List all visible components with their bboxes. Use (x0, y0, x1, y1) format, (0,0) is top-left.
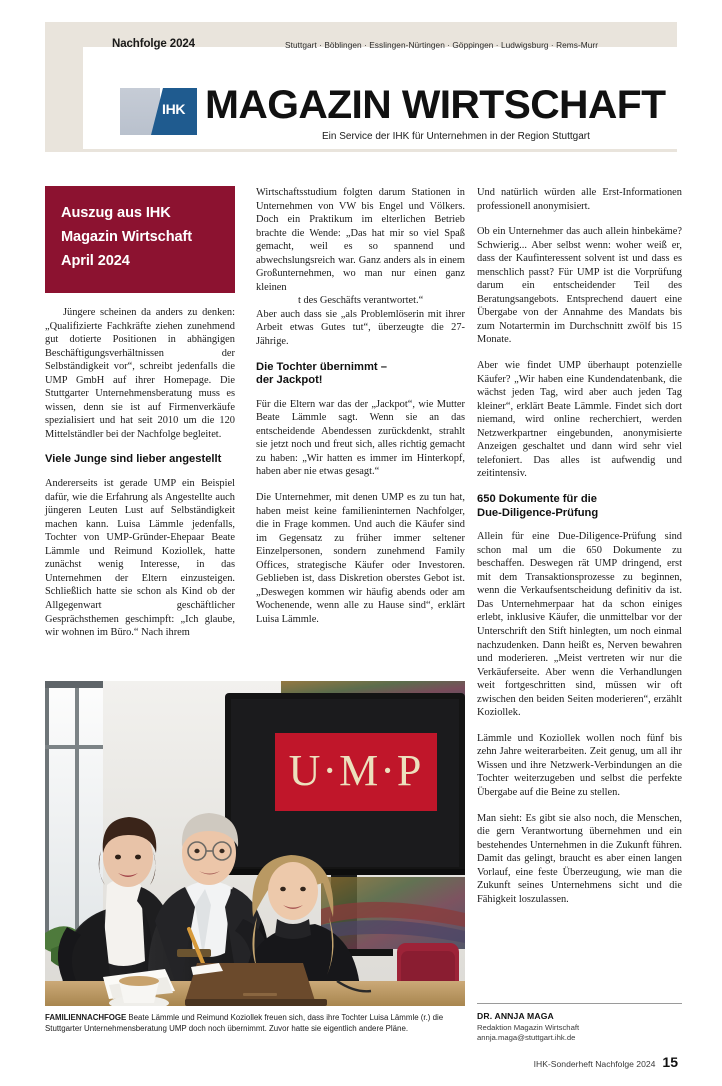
author-block (477, 1011, 692, 1042)
paragraph: Wirtschaftsstudium folgten darum Stationen in Unternehmen von VW bis Engel und Völkers. Doch ein Praktikum im elterlichen Betrieb brachte die Wende: „Das hat mir so viel Spaß gemacht, weil es so spannend und abwechslungsreich war. Ganz anders als in einem Großunternehmen, wo man nur einen ganz kleinen (256, 187, 465, 293)
article-column-1 (45, 306, 235, 652)
ihk-logo-text: IHK (162, 101, 186, 117)
magazine-title: MAGAZIN WIRTSCHAFT (205, 83, 666, 127)
page-footer (534, 1054, 678, 1070)
paragraph: Die Unternehmer, mit denen UMP es zu tun hat, haben meist keine familieninternen Nachfolger, die in Frage kommen. Und auch die Käufer sind im Gegensatz zu früher immer seltener Einzelpersonen, sondern zunehmend Family Offices, strategische Käufer oder Investoren. Geblieben ist, dass Diskretion oberstes Gebot ist. „Deswegen kommen wir häufig abends oder am Wochenende, wenn alle zu Hause sind“, erklärt Luisa Lämmle. (256, 492, 465, 625)
photo-caption (45, 1012, 465, 1034)
section-heading-line-2: Due-Diligence-Prüfung (477, 506, 599, 519)
photo-illustration (45, 681, 465, 1006)
paragraph: Andererseits ist gerade UMP ein Beispiel dafür, wie die Erfahrung als Angestellte auch jüngeren Leuten Lust auf Selbständigkeit machen kann. Luisa Lämmle jedenfalls, Tochter von UMP-Gründer-Ehepaar Beate Lämmle und Reimund Koziollek, hatte zunächst wenig Interesse, in das Unternehmen der Eltern einzusteigen. Schließlich hatte sie schon als Kind ob der Allgegenwart geschäftlicher Gesprächsthemen geschimpft: „Ich glaube, wir wohnen im Büro.“ Nach ihrem (45, 478, 235, 639)
teaser-line-3: April 2024 (61, 253, 130, 269)
page-number: 15 (662, 1054, 678, 1070)
author-email[interactable]: annja.maga@stuttgart.ihk.de (477, 1032, 576, 1042)
section-heading-line-1: 650 Dokumente für die (477, 492, 597, 505)
teaser-box (45, 186, 235, 293)
author-name: DR. ANNJA MAGA (477, 1011, 554, 1021)
masthead-regions-list: Stuttgart · Böblingen · Esslingen-Nürtingen · Göppingen · Ludwigsburg · Rems-Murr (285, 40, 599, 50)
paragraph-broken-line: t des Geschäfts verantwortet.“ (298, 295, 424, 307)
paragraph: Man sieht: Es gibt sie also noch, die Menschen, die gern Verantwortung übernehmen und ein bestehendes Unternehmen in die Zukunft führen. Damit das gelingt, braucht es aber einen langen Vorlauf, eine feste Überzeugung, wie man die Zukunft seines Unternehmens sicht und die Fähigkeit loszulassen. (477, 812, 682, 905)
paragraph: Und natürlich würden alle Erst-Informationen professionell anonymisiert. (477, 187, 682, 212)
section-heading-line-2: der Jackpot! (256, 374, 323, 387)
footer-text: IHK-Sonderheft Nachfolge 2024 (533, 1059, 656, 1069)
photo-caption-text: Beate Lämmle und Reimund Koziollek freuen sich, dass ihre Tochter Luisa Lämmle (r.) die Stuttgarter Unternehmensberatung UMP doch noch übernimmt. Zuvor hatte sie eigentlich andere Pläne. (45, 1013, 444, 1034)
section-heading-line-1: Die Tochter übernimmt – (256, 360, 387, 373)
svg-text:U·M·P: U·M·P (288, 746, 424, 795)
paragraph: Jüngere scheinen da anders zu denken: „Qualifizierte Fachkräfte ziehen zunehmend gut dotierte Positionen in abhängigen Beschäftigungsverhältnissen der Selbständigkeit vor“, schreibt jedenfalls die UMP GmbH auf ihrer Homepage. Die Stuttgarter Unternehmensberatung muss es wissen, denn sie ist auf Firmenverkäufe spezialisiert und hat seit 2010 um die 120 Mittelständler bei der Nachfolge begleitet. (45, 307, 235, 440)
teaser-line-2: Magazin Wirtschaft (61, 229, 193, 245)
paragraph: Für die Eltern war das der „Jackpot“, wie Mutter Beate Lämmle sagt. Wenn sie an das entscheidende Abendessen zurückdenkt, strahlt sie jetzt noch und freut sich, alles richtig gemacht zu haben: „Wir hatten es immer im Hinterkopf, haben aber nie etwas gesagt.“ (256, 398, 465, 478)
author-role: Redaktion Magazin Wirtschaft (477, 1023, 580, 1032)
paragraph: Aber wie findet UMP überhaupt potenzielle Käufer? „Wir haben eine Kundendatenbank, die wächst jeden Tag, wird aber auch jeden Tag kleiner“, erklärt Beate Lämmle. Findet sich dort niemand, wird online recherchiert, werden Netzwerkpartner eingebunden, anonymisierte Anzeigen geschaltet und dann wird sehr viel telefoniert. Das alles ist aufwendig und zeitintensiv. (477, 360, 682, 480)
teaser-line-1: Auszug aus IHK (61, 205, 171, 221)
section-heading: Viele Junge sind lieber angestellt (45, 453, 222, 466)
paragraph: Ob ein Unternehmer das auch allein hinbekäme? Schwierig... Aber selbst wenn: woher weiß er, dass der Kaufinteressent solvent ist und dass es menschlich passt? Für UMP ist die Vorprüfung darum ein entscheidender Teil des Beratungsangebots. Entsprechend dauert eine Übergabe von der Annahme des Mandats bis zum Notartermin im Durchschnitt zwölf bis 15 Monate. (477, 226, 682, 346)
author-divider (477, 1003, 682, 1004)
section-heading (477, 493, 682, 520)
paragraph: Aber auch dass sie „als Problemlöserin mit ihrer Arbeit etwas Gutes tut“, überzeugte die 27-Jährige. (256, 308, 465, 348)
article-photo (45, 681, 465, 1006)
masthead-issue-label: Nachfolge 2024 (112, 38, 195, 50)
paragraph: Allein für eine Due-Diligence-Prüfung sind schon mal um die 650 Dokumente zu beschaffen. Deswegen rät UMP dringend, erst mit dem Transaktionsprozesse zu beginnen, wenn die Verkaufsentscheidung definitiv da ist. Das Unternehmerpaar hat da schon einiges erlebt, inklusive Käufer, die unmittelbar vor der Unterschrift den Stift hinlegten, um noch einmal nachzudenken. Dann heißt es, Nerven bewahren und moderieren. „Meist vertreten wir nur die Verkäuferseite. Aber wenn die Verhandlungen weit fortgeschritten sind, müssen wir oft zwischen den beiden Seiten moderieren“, erzählt Koziollek. (477, 531, 682, 719)
paragraph: Lämmle und Koziollek wollen noch fünf bis zehn Jahre weiterarbeiten. Zeit genug, um all ihr Wissen und ihre Netzwerk-Verbindungen an die Tochter weiterzugeben und selbst die perfekte Übergabe auf die Beine zu stellen. (477, 732, 682, 798)
article-column-2 (256, 186, 465, 639)
magazine-tagline: Ein Service der IHK für Unternehmen in der Region Stuttgart (322, 131, 590, 142)
section-heading (256, 361, 465, 388)
photo-caption-lead: FAMILIENNACHFOGE (45, 1013, 127, 1022)
article-column-3 (477, 186, 682, 918)
ihk-logo (120, 88, 197, 135)
